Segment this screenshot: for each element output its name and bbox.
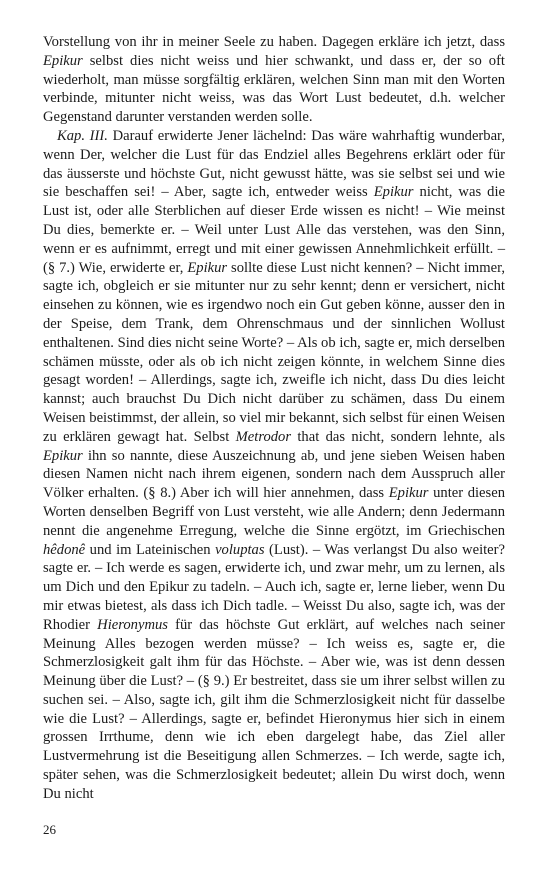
emphasized-text: Epikur	[373, 184, 414, 201]
emphasized-text: Epikur	[43, 447, 83, 464]
emphasized-text: voluptas	[215, 541, 265, 558]
emphasized-text: Epikur	[187, 259, 228, 276]
emphasized-text: hêdonê	[43, 541, 86, 558]
emphasized-text: Epikur	[388, 485, 429, 502]
text-run: Vorstellung von ihr in meiner Seele zu haben. Dagegen erkläre ich jetzt, dass	[43, 34, 505, 50]
text-run: ihn so nannte, diese Auszeichnung ab, und jene sieben Weisen haben diesen Namen nicht nach ihrem eigenen, sondern nach dem Ausspruch aller Völker erhalten. (§ 8.) Aber ich will hier annehmen, dass	[43, 447, 505, 502]
page-number: 26	[43, 822, 56, 837]
text-run: that das nicht, sondern lehnte, als	[291, 428, 506, 445]
body-text	[43, 33, 505, 804]
emphasized-text: Epikur	[43, 52, 83, 69]
text-run: unter diesen Worten denselben Begriff von Lust versteht, wie alle Andern; denn Jedermann nennt die angenehme Erregung, welche die Sinne ergötzt, im Griechischen	[43, 485, 505, 539]
text-run: sollte diese Lust nicht kennen? – Nicht immer, sagte ich, obgleich er sie mitunter nur zu sehr kennt; denn er versichert, nicht einsehen zu können, wie es irgendwo noch ein Gut geben könne, ausser den in der Speise, dem Trank, dem Ohrenschmaus und der sinnlichen Wollust enthaltenen. Sind dies nicht seine Worte? – Als ob ich, sagte er, mich derselben schämen müsste, oder als ob ich nicht zeigen könnte, in welchem Sinne dies gesagt worden! – Allerdings, sagte ich, zweifle ich nicht, dass Du dies leicht kannst; auch brauchst Du Dich nicht darüber zu schämen, dass Du einem Weisen beistimmst, der allein, so viel mir bekannt, sich selbst für einen Weisen zu erklären gewagt hat. Selbst	[43, 259, 505, 445]
emphasized-text: Hieronymus	[97, 616, 168, 633]
text-run: selbst dies nicht weiss und hier schwankt, und dass er, der so oft wiederholt, man müsse sorgfältig erklären, welchen Sinn man mit den Worten verbinde, mitunter nicht weiss, was das Wort Lust bedeutet, d.h. welcher Gegenstand darunter verstanden werden solle.	[43, 52, 505, 126]
text-run: Darauf erwiderte Jener lächelnd: Das wäre wahrhaftig wunderbar, wenn Der, welcher die Lust für das Endziel alles Begehrens erklärt oder für das äusserste und höchste Gut, nicht gewusst hätte, was sie selbst sei und wie sie beschaffen sei! – Aber, sagte ich, entweder weiss	[43, 127, 505, 201]
paragraph	[43, 33, 505, 127]
text-run: (Lust). – Was verlangst Du also weiter? sagte er. – Ich werde es sagen, erwiderte ich, und zwar mehr, um zu lernen, als um Dich und den Epikur zu tadeln. – Auch ich, sagte er, lerne lieber, wenn Du mir etwas bietest, als dass ich Dich tadle. – Weisst Du also, sagte ich, was der Rhodier	[43, 541, 505, 633]
text-run: und im Lateinischen	[85, 541, 216, 558]
paragraph	[43, 127, 505, 804]
text-run: für das höchste Gut erklärt, auf welches nach seiner Meinung Alles bezogen werden müsse? – Ich weiss es, sagte er, die Schmerzlosigkeit galt ihm für das Höchste. – Aber wie, was ist denn dessen Meinung über die Lust? – (§ 9.) Er bestreitet, dass sie um ihrer selbst willen zu suchen sei. – Also, sagte ich, gilt ihm die Schmerzlosigkeit nicht für dasselbe wie die Lust? – Allerdings, sagte er, befindet Hieronymus hier sich in einem grossen Irrthume, denn wie ich eben dargelegt habe, das Ziel aller Lustvermehrung ist die Beseitigung allen Schmerzes. – Ich werde, sagte ich, später sehen, was die Schmerzlosigkeit bedeutet; allein Du wirst doch, wenn Du nicht	[43, 616, 505, 802]
text-run: nicht, was die Lust ist, oder alle Sterblichen auf dieser Erde wissen es nicht! – Wie meinst Du dies, bemerkte er. – Weil unter Lust Alle das verstehen, was den Sinn, wenn er es aufnimmt, erregt und mit einer gewissen Annehmlichkeit erfüllt. – (§ 7.) Wie, erwiderte er,	[43, 184, 505, 276]
emphasized-text: Metrodor	[235, 428, 292, 445]
emphasized-text: Kap. III.	[57, 127, 108, 144]
